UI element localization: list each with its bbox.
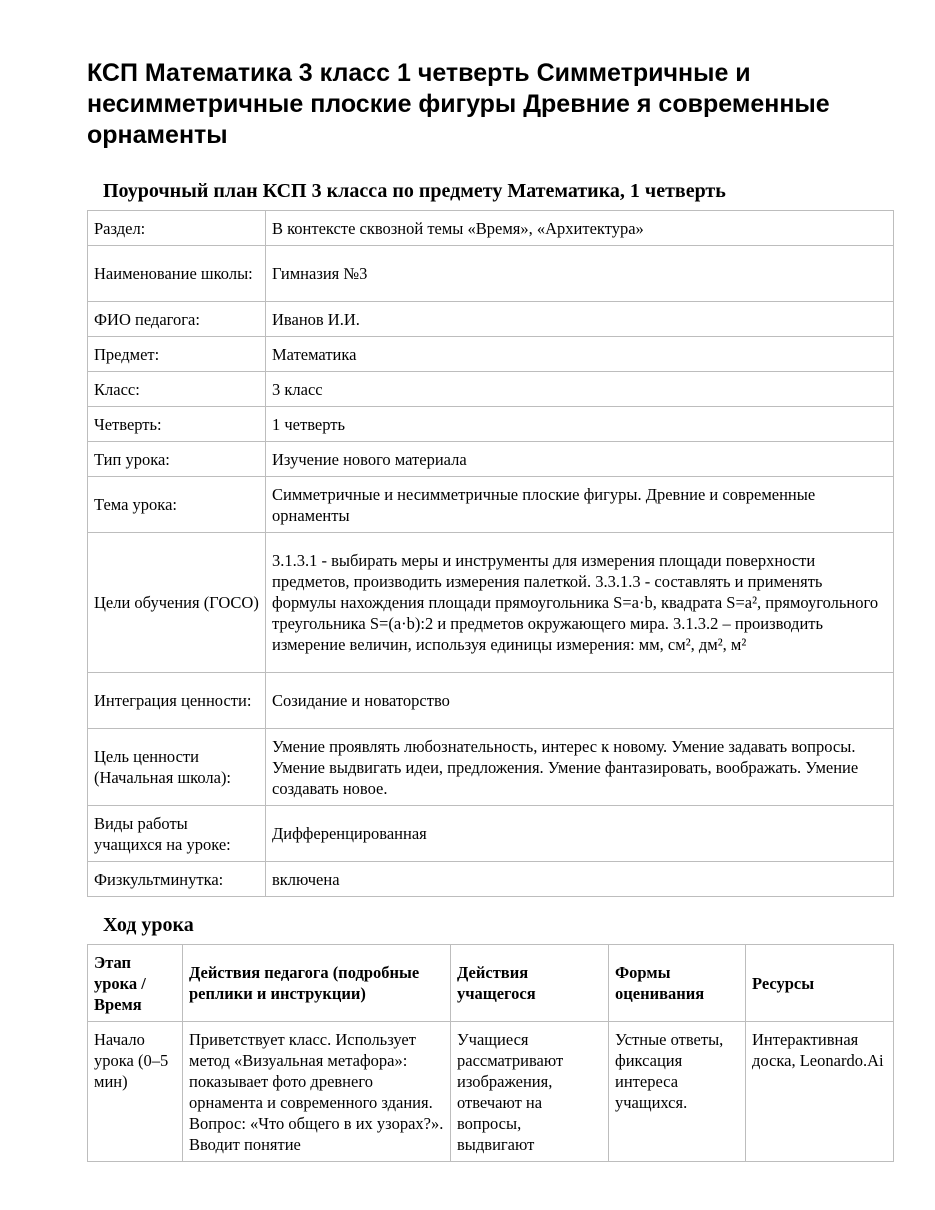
info-row <box>88 337 894 372</box>
info-row <box>88 729 894 806</box>
cell-teacher-actions: Приветствует класс. Использует метод «Визуальная метафора»: показывает фото древнего орнамента и современного здания. Вопрос: «Что общего в их узорах?». Вводит понятие <box>183 1022 451 1162</box>
lesson-info-table <box>87 210 894 897</box>
column-header-student-actions: Действия учащегося <box>451 945 609 1022</box>
info-value: 3.1.3.1 - выбирать меры и инструменты для измерения площади поверхности предметов, производить измерения палеткой. 3.3.1.3 - составлять и применять формулы нахождения площади прямоугольника S=a·b, квадрата S=a², прямоугольного треугольника S=(a·b):2 и предметов окружающего мира. 3.1.3.2 – производить измерение величин, используя единицы измерения: мм, см², дм², м² <box>266 533 894 673</box>
info-label: Тип урока: <box>88 442 266 477</box>
info-value: Созидание и новаторство <box>266 673 894 729</box>
info-label: Интеграция ценности: <box>88 673 266 729</box>
info-label: Наименование школы: <box>88 246 266 302</box>
info-row <box>88 806 894 862</box>
info-row <box>88 862 894 897</box>
table-row <box>88 1022 894 1162</box>
column-header-resources: Ресурсы <box>746 945 894 1022</box>
info-label: Предмет: <box>88 337 266 372</box>
info-row <box>88 211 894 246</box>
plan-heading: Поурочный план КСП 3 класса по предмету Математика, 1 четверть <box>103 180 726 202</box>
info-value: В контексте сквозной темы «Время», «Архитектура» <box>266 211 894 246</box>
info-row <box>88 407 894 442</box>
info-value: 1 четверть <box>266 407 894 442</box>
info-row <box>88 477 894 533</box>
info-label: Раздел: <box>88 211 266 246</box>
info-label: Физкультминутка: <box>88 862 266 897</box>
info-row <box>88 372 894 407</box>
column-header-stage: Этап урока / Время <box>88 945 183 1022</box>
info-value: включена <box>266 862 894 897</box>
column-header-teacher-actions: Действия педагога (подробные реплики и инструкции) <box>183 945 451 1022</box>
cell-student-actions: Учащиеся рассматривают изображения, отвечают на вопросы, выдвигают <box>451 1022 609 1162</box>
info-label: Цель ценности (Начальная школа): <box>88 729 266 806</box>
column-header-assessment: Формы оценивания <box>609 945 746 1022</box>
lesson-heading: Ход урока <box>103 914 194 936</box>
info-value: Иванов И.И. <box>266 302 894 337</box>
info-value: Симметричные и несимметричные плоские фигуры. Древние и современные орнаменты <box>266 477 894 533</box>
info-row <box>88 302 894 337</box>
info-label: Тема урока: <box>88 477 266 533</box>
document-title: КСП Математика 3 класс 1 четверть Симметричные и несимметричные плоские фигуры Древние я современные орнаменты <box>87 59 830 149</box>
info-value: Умение проявлять любознательность, интерес к новому. Умение задавать вопросы. Умение выдвигать идеи, предложения. Умение фантазировать, воображать. Умение создавать новое. <box>266 729 894 806</box>
info-row <box>88 533 894 673</box>
info-value: Изучение нового материала <box>266 442 894 477</box>
info-row <box>88 673 894 729</box>
info-row <box>88 442 894 477</box>
info-value: 3 класс <box>266 372 894 407</box>
info-label: Виды работы учащихся на уроке: <box>88 806 266 862</box>
info-value: Гимназия №3 <box>266 246 894 302</box>
table-header-row <box>88 945 894 1022</box>
info-label: Класс: <box>88 372 266 407</box>
info-label: Цели обучения (ГОСО) <box>88 533 266 673</box>
lesson-progress-table <box>87 944 894 1162</box>
info-row <box>88 246 894 302</box>
info-label: Четверть: <box>88 407 266 442</box>
info-value: Математика <box>266 337 894 372</box>
cell-assessment: Устные ответы, фиксация интереса учащихся. <box>609 1022 746 1162</box>
cell-stage: Начало урока (0–5 мин) <box>88 1022 183 1162</box>
info-value: Дифференцированная <box>266 806 894 862</box>
cell-resources: Интерактивная доска, Leonardo.Ai <box>746 1022 894 1162</box>
info-label: ФИО педагога: <box>88 302 266 337</box>
